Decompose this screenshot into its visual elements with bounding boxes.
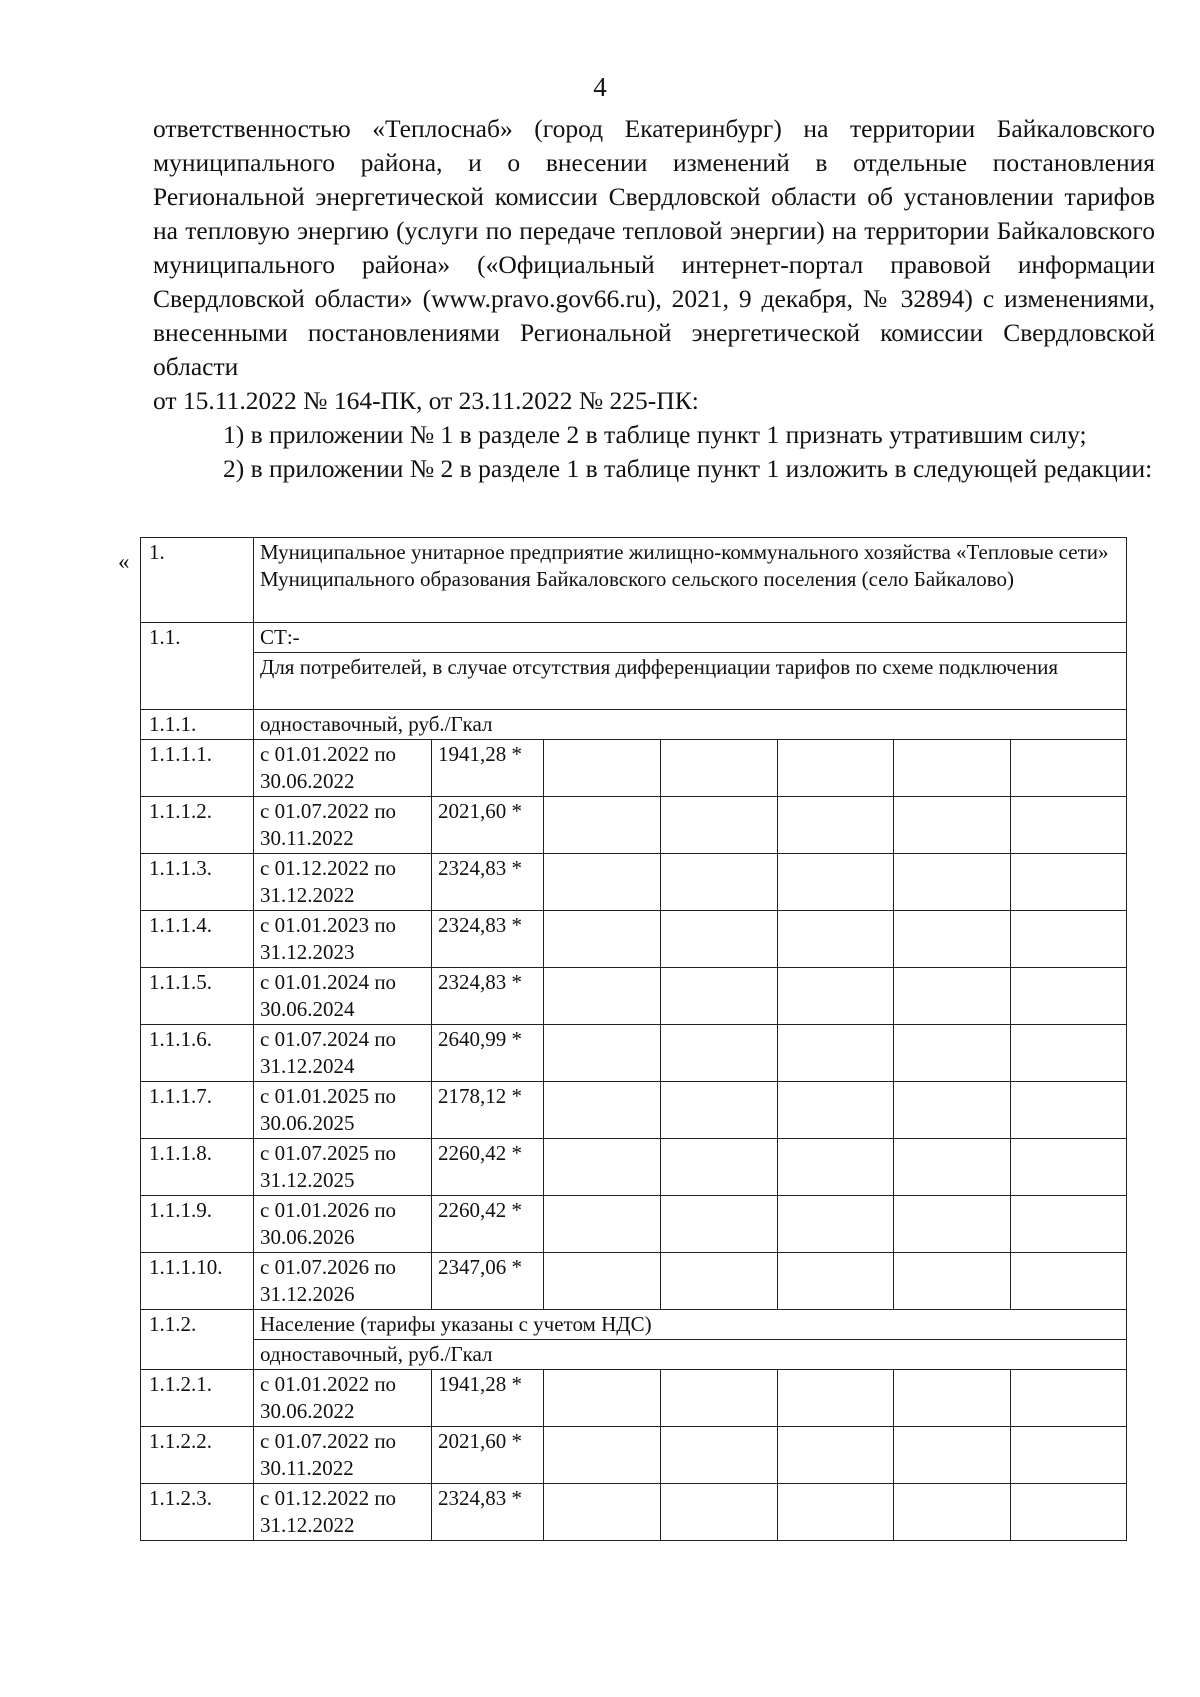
cell-period: с 01.07.2025 по 31.12.2025 [254, 1139, 432, 1196]
cell-empty [894, 1139, 1011, 1196]
cell-period: с 01.01.2024 по 30.06.2024 [254, 968, 432, 1025]
cell-row-num: 1.1.1.2. [141, 797, 254, 854]
cell-tariff-value: 2640,99 * [432, 1025, 544, 1082]
table-row [141, 1082, 1127, 1139]
table-row [141, 854, 1127, 911]
cell-empty [661, 1139, 778, 1196]
table-row [141, 1484, 1127, 1541]
table-row [141, 1253, 1127, 1310]
cell-period: с 01.07.2024 по 31.12.2024 [254, 1025, 432, 1082]
cell-empty [894, 1370, 1011, 1427]
table-row-section-1-1 [141, 623, 1127, 653]
cell-empty [661, 1082, 778, 1139]
cell-consumer-label: Для потребителей, в случае отсутствия дифференциации тарифов по схеме подключения [254, 653, 1127, 710]
cell-tariff-value: 1941,28 * [432, 1370, 544, 1427]
cell-tariff-value: 2324,83 * [432, 854, 544, 911]
cell-period: с 01.01.2023 по 31.12.2023 [254, 911, 432, 968]
table-row-rate-type [141, 710, 1127, 740]
cell-empty [544, 911, 661, 968]
cell-empty [661, 1025, 778, 1082]
cell-empty [894, 1484, 1011, 1541]
cell-tariff-value: 1941,28 * [432, 740, 544, 797]
cell-empty [661, 854, 778, 911]
cell-empty [778, 1427, 894, 1484]
cell-empty [544, 1025, 661, 1082]
cell-empty [778, 1139, 894, 1196]
table-row-org [141, 538, 1127, 623]
cell-empty [1011, 854, 1127, 911]
cell-row-num: 1.1.2.2. [141, 1427, 254, 1484]
table-row [141, 911, 1127, 968]
cell-empty [544, 854, 661, 911]
cell-section-num: 1.1.2. [141, 1310, 254, 1370]
list-item-1: 1) в приложении № 1 в разделе 2 в таблице пункт 1 признать утратившим силу; [223, 420, 1087, 449]
table-row-consumer [141, 653, 1127, 710]
cell-tariff-value: 2260,42 * [432, 1196, 544, 1253]
cell-empty [661, 911, 778, 968]
cell-empty [894, 1025, 1011, 1082]
cell-row-num: 1.1.1.6. [141, 1025, 254, 1082]
cell-empty [894, 1082, 1011, 1139]
cell-section-type: СТ:- [254, 623, 1127, 653]
cell-empty [1011, 797, 1127, 854]
table-row [141, 1025, 1127, 1082]
cell-period: с 01.07.2022 по 30.11.2022 [254, 797, 432, 854]
cell-row-num: 1.1.1.3. [141, 854, 254, 911]
cell-empty [894, 911, 1011, 968]
cell-empty [1011, 1484, 1127, 1541]
table-row [141, 797, 1127, 854]
cell-empty [1011, 1370, 1127, 1427]
cell-empty [661, 797, 778, 854]
cell-empty [661, 968, 778, 1025]
intro-paragraph-last-line: от 15.11.2022 № 164-ПК, от 23.11.2022 № 225-ПК: [153, 386, 699, 415]
cell-row-num: 1.1.2.3. [141, 1484, 254, 1541]
table-row [141, 740, 1127, 797]
cell-row-num: 1.1.1.4. [141, 911, 254, 968]
cell-row-num: 1.1.1.9. [141, 1196, 254, 1253]
cell-empty [1011, 740, 1127, 797]
cell-empty [1011, 1253, 1127, 1310]
table-row [141, 1139, 1127, 1196]
table-row-section-1-1-2 [141, 1310, 1127, 1340]
cell-empty [778, 1484, 894, 1541]
cell-empty [1011, 1139, 1127, 1196]
cell-empty [544, 1427, 661, 1484]
cell-empty [894, 1253, 1011, 1310]
cell-tariff-value: 2178,12 * [432, 1082, 544, 1139]
cell-org-num: 1. [141, 538, 254, 623]
cell-empty [544, 1253, 661, 1310]
opening-quote: « [118, 549, 130, 574]
cell-section-type: Население (тарифы указаны с учетом НДС) [254, 1310, 1127, 1340]
cell-empty [894, 740, 1011, 797]
cell-empty [544, 1370, 661, 1427]
document-body [153, 112, 1155, 486]
cell-empty [894, 797, 1011, 854]
cell-empty [778, 911, 894, 968]
cell-row-num: 1.1.1.10. [141, 1253, 254, 1310]
table-row [141, 1196, 1127, 1253]
cell-empty [778, 1025, 894, 1082]
cell-tariff-value: 2021,60 * [432, 1427, 544, 1484]
cell-empty [661, 740, 778, 797]
cell-empty [1011, 911, 1127, 968]
cell-empty [544, 1082, 661, 1139]
cell-period: с 01.12.2022 по 31.12.2022 [254, 1484, 432, 1541]
cell-empty [778, 1370, 894, 1427]
table-row [141, 968, 1127, 1025]
cell-row-num: 1.1.1.8. [141, 1139, 254, 1196]
cell-empty [661, 1427, 778, 1484]
cell-empty [894, 1196, 1011, 1253]
table-row [141, 1427, 1127, 1484]
cell-rate-label: одноставочный, руб./Гкал [254, 710, 1127, 740]
cell-empty [778, 1196, 894, 1253]
table-row-rate-type [141, 1340, 1127, 1370]
table-row [141, 1370, 1127, 1427]
cell-org-name: Муниципальное унитарное предприятие жилищно-коммунального хозяйства «Тепловые сети» Муниципального образования Байкаловского сельского поселения (село Байкалово) [254, 538, 1127, 623]
cell-row-num: 1.1.1.5. [141, 968, 254, 1025]
cell-empty [778, 740, 894, 797]
cell-empty [778, 968, 894, 1025]
tariff-table [140, 537, 1127, 1541]
cell-period: с 01.01.2022 по 30.06.2022 [254, 740, 432, 797]
cell-row-num: 1.1.1.1. [141, 740, 254, 797]
cell-period: с 01.01.2025 по 30.06.2025 [254, 1082, 432, 1139]
cell-empty [544, 1484, 661, 1541]
cell-empty [661, 1253, 778, 1310]
cell-empty [1011, 1082, 1127, 1139]
cell-period: с 01.07.2026 по 31.12.2026 [254, 1253, 432, 1310]
cell-rate-label: одноставочный, руб./Гкал [254, 1340, 1127, 1370]
page-number: 4 [593, 72, 607, 102]
cell-empty [778, 797, 894, 854]
cell-empty [894, 854, 1011, 911]
cell-empty [661, 1484, 778, 1541]
cell-tariff-value: 2324,83 * [432, 968, 544, 1025]
cell-row-num: 1.1.2.1. [141, 1370, 254, 1427]
cell-rate-num: 1.1.1. [141, 710, 254, 740]
cell-empty [544, 1139, 661, 1196]
cell-period: с 01.01.2022 по 30.06.2022 [254, 1370, 432, 1427]
cell-row-num: 1.1.1.7. [141, 1082, 254, 1139]
list-item-2: 2) в приложении № 2 в разделе 1 в таблице пункт 1 изложить в следующей редакции: [223, 454, 1153, 483]
cell-empty [778, 1082, 894, 1139]
cell-period: с 01.12.2022 по 31.12.2022 [254, 854, 432, 911]
cell-empty [778, 854, 894, 911]
cell-empty [1011, 1427, 1127, 1484]
cell-period: с 01.07.2022 по 30.11.2022 [254, 1427, 432, 1484]
cell-empty [661, 1370, 778, 1427]
cell-empty [544, 740, 661, 797]
cell-empty [661, 1196, 778, 1253]
tariff-table-wrapper [140, 537, 1126, 1541]
cell-empty [894, 1427, 1011, 1484]
cell-empty [544, 968, 661, 1025]
cell-tariff-value: 2324,83 * [432, 1484, 544, 1541]
cell-tariff-value: 2260,42 * [432, 1139, 544, 1196]
cell-tariff-value: 2324,83 * [432, 911, 544, 968]
cell-empty [894, 968, 1011, 1025]
cell-empty [1011, 968, 1127, 1025]
cell-empty [544, 1196, 661, 1253]
cell-period: с 01.01.2026 по 30.06.2026 [254, 1196, 432, 1253]
cell-tariff-value: 2021,60 * [432, 797, 544, 854]
cell-empty [1011, 1025, 1127, 1082]
cell-section-num: 1.1. [141, 623, 254, 710]
cell-empty [778, 1253, 894, 1310]
cell-empty [544, 797, 661, 854]
cell-empty [1011, 1196, 1127, 1253]
cell-tariff-value: 2347,06 * [432, 1253, 544, 1310]
intro-paragraph: ответственностью «Теплоснаб» (город Екатеринбург) на территории Байкаловского муниципального района, и о внесении изменений в отдельные постановления Региональной энергетической комиссии Свердловской области об установлении тарифов на тепловую энергию (услуги по передаче тепловой энергии) на территории Байкаловского муниципального района» («Официальный интернет-портал правовой информации Свердловской области» (www.pravo.gov66.ru), 2021, 9 декабря, № 32894) с изменениями, внесенными постановлениями Региональной энергетической комиссии Свердловской области [153, 114, 1155, 381]
